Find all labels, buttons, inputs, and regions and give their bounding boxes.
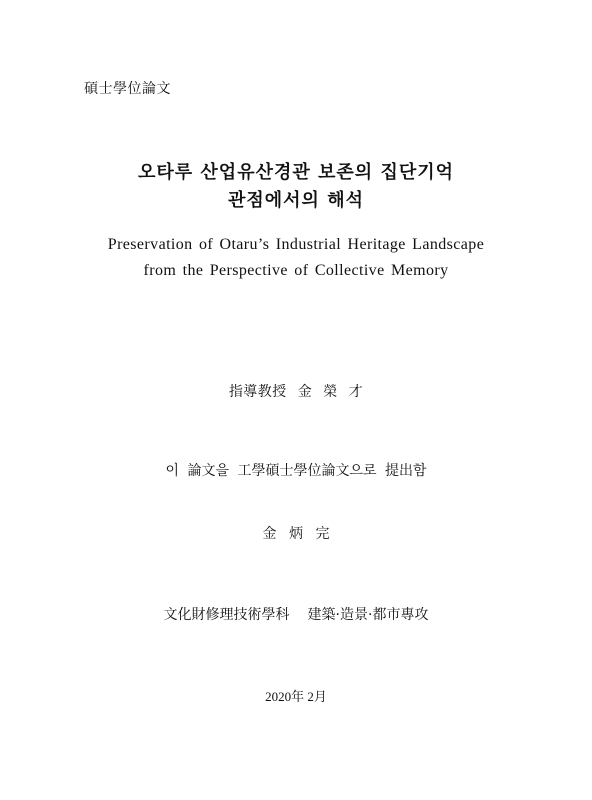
degree-label: 碩士學位論文 (84, 81, 171, 97)
korean-title-line-1: 오타루 산업유산경관 보존의 집단기억 (137, 162, 454, 183)
submission-date: 2020年 2月 (265, 689, 327, 704)
author-name: 金 炳 完 (262, 526, 330, 542)
advisor-line: 指導教授 金 榮 才 (228, 384, 364, 400)
department-major: 建築·造景·都市專攻 (307, 607, 429, 623)
english-title-line-2: from the Perspective of Collective Memory (143, 262, 449, 279)
submission-statement: 이 論文을 工學碩士學位論文으로 提出함 (165, 463, 427, 479)
korean-title-line-2: 관점에서의 해석 (228, 190, 364, 211)
english-title-line-1: Preservation of Otaru’s Industrial Heritage Landscape (107, 236, 485, 253)
department-program: 文化財修理技術學科 (163, 607, 290, 623)
department-line (0, 604, 592, 624)
